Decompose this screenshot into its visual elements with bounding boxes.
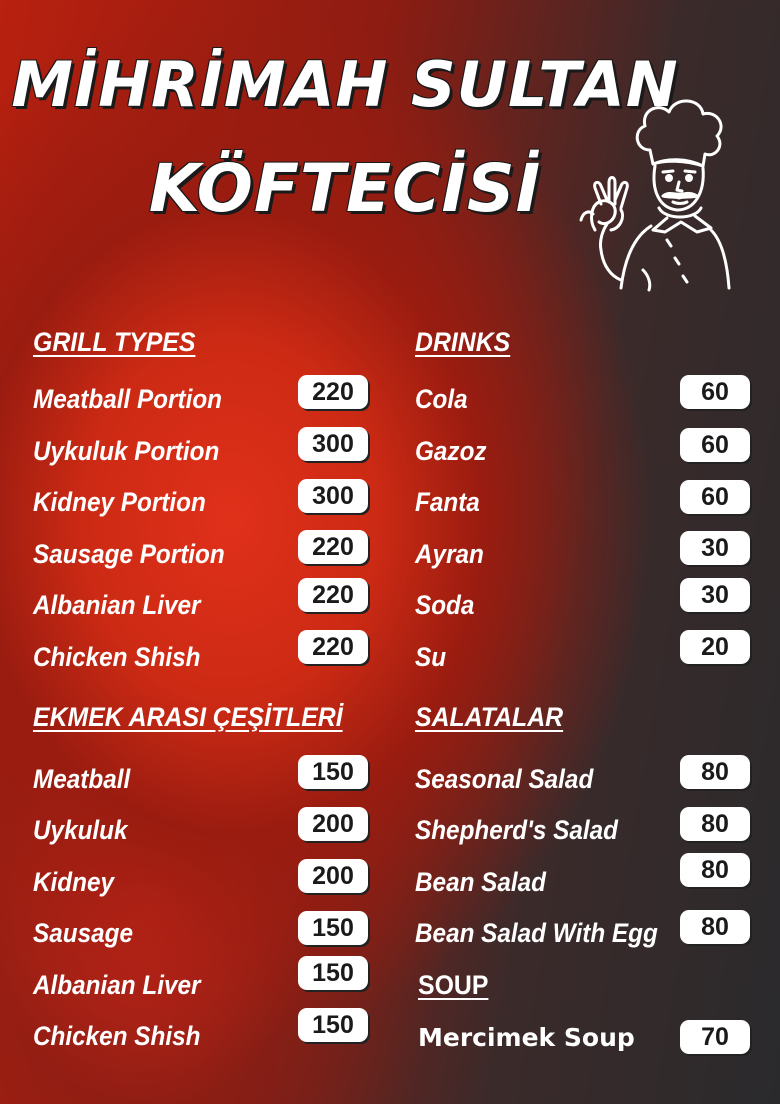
menu-item: Su — [415, 642, 447, 672]
menu-item: Sausage Portion — [33, 539, 225, 569]
menu-item: Bean Salad — [415, 867, 547, 897]
menu-item: Chicken Shish — [33, 642, 201, 672]
price-badge: 200 — [298, 859, 368, 893]
price-badge: 220 — [298, 578, 368, 612]
restaurant-title-line2: KÖFTECİSİ — [148, 150, 542, 227]
section-title-grill: GRILL TYPES — [33, 327, 196, 357]
menu-item: Uykuluk Portion — [33, 436, 220, 466]
price-badge: 20 — [680, 630, 750, 664]
price-badge: 30 — [680, 578, 750, 612]
section-title-drinks: DRINKS — [415, 327, 511, 357]
section-title-salads: SALATALAR — [415, 702, 564, 732]
menu-item: Cola — [415, 384, 468, 414]
price-badge: 200 — [298, 807, 368, 841]
price-badge: 60 — [680, 375, 750, 409]
menu-item: Fanta — [415, 487, 480, 517]
menu-item: Uykuluk — [33, 815, 128, 845]
price-badge: 300 — [298, 479, 368, 513]
price-badge: 80 — [680, 807, 750, 841]
menu-item: Shepherd's Salad — [415, 815, 618, 845]
menu-item: Kidney — [33, 867, 115, 897]
price-badge: 150 — [298, 956, 368, 990]
price-badge: 60 — [680, 428, 750, 462]
restaurant-title-line1: MİHRİMAH SULTAN — [11, 48, 679, 121]
price-badge: 150 — [298, 1008, 368, 1042]
price-badge: 80 — [680, 755, 750, 789]
price-badge: 220 — [298, 630, 368, 664]
price-badge: 80 — [680, 910, 750, 944]
menu-item: Meatball — [33, 764, 131, 794]
price-badge: 70 — [680, 1020, 750, 1054]
menu-item: Albanian Liver — [33, 970, 201, 1000]
menu-item: Sausage — [33, 918, 133, 948]
menu-item: Chicken Shish — [33, 1021, 201, 1051]
menu-item: Gazoz — [415, 436, 487, 466]
price-badge: 300 — [298, 427, 368, 461]
menu-item: Kidney Portion — [33, 487, 206, 517]
section-title-ekmek: EKMEK ARASI ÇEŞİTLERİ — [33, 702, 343, 732]
chef-icon — [555, 80, 745, 300]
menu-item: Mercimek Soup — [418, 1023, 635, 1052]
menu-item: Soda — [415, 590, 475, 620]
price-badge: 150 — [298, 755, 368, 789]
price-badge: 220 — [298, 530, 368, 564]
price-badge: 220 — [298, 375, 368, 409]
price-badge: 80 — [680, 853, 750, 887]
menu-item: Meatball Portion — [33, 384, 223, 414]
price-badge: 60 — [680, 480, 750, 514]
price-badge: 150 — [298, 911, 368, 945]
menu-item: Bean Salad With Egg — [415, 918, 658, 948]
menu-item: Seasonal Salad — [415, 764, 594, 794]
section-title-soup: SOUP — [418, 970, 489, 1000]
menu-item: Ayran — [415, 539, 484, 569]
menu-item: Albanian Liver — [33, 590, 201, 620]
price-badge: 30 — [680, 531, 750, 565]
